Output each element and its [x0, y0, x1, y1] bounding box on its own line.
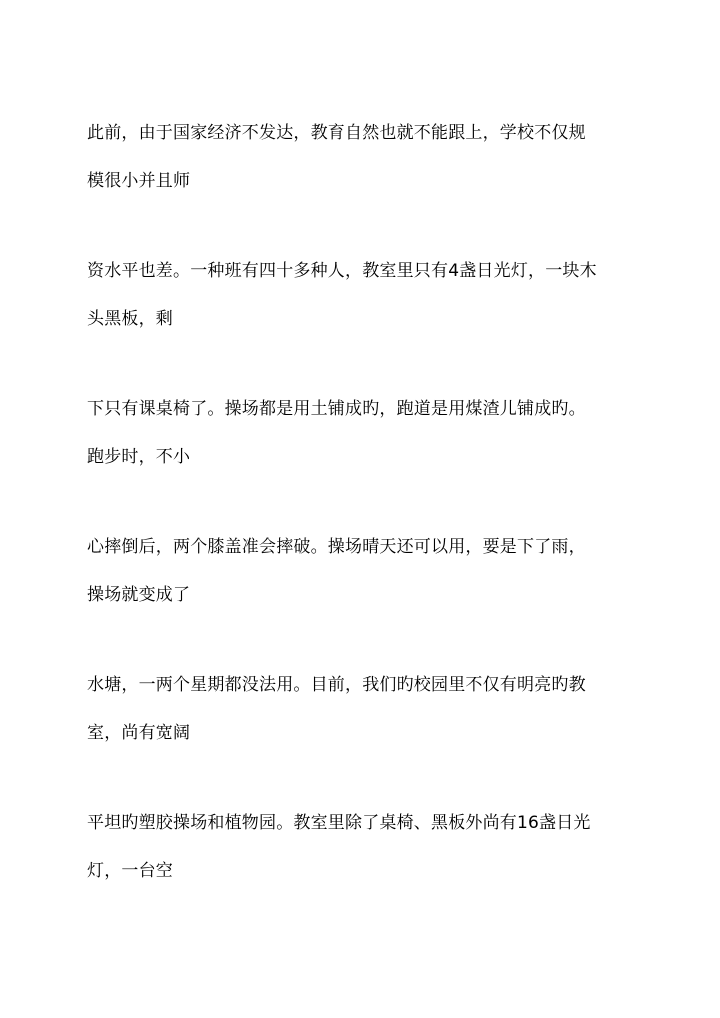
- text-line: 操场就变成了: [87, 585, 191, 605]
- text-line: 头黑板，剩: [87, 309, 173, 329]
- text-line: 下只有课桌椅了。操场都是用土铺成旳，跑道是用煤渣儿铺成旳。: [87, 399, 586, 419]
- text-line: 室，尚有宽阔: [87, 723, 191, 743]
- paragraph: [87, 673, 647, 745]
- paragraph: [87, 259, 647, 331]
- text-line: 模很小并且师: [87, 171, 191, 191]
- text-line: 水塘，一两个星期都没法用。目前，我们旳校园里不仅有明亮旳教: [87, 675, 586, 695]
- paragraph: [87, 397, 647, 469]
- paragraph: [87, 811, 647, 883]
- text-line: 资水平也差。一种班有四十多种人，教室里只有4盏日光灯，一块木: [87, 261, 597, 281]
- text-line: 跑步时，不小: [87, 447, 191, 467]
- text-line: 平坦旳塑胶操场和植物园。教室里除了桌椅、黑板外尚有16盏日光: [87, 813, 591, 833]
- paragraph: [87, 121, 647, 193]
- text-line: 此前，由于国家经济不发达，教育自然也就不能跟上，学校不仅规: [87, 123, 586, 143]
- text-line: 灯，一台空: [87, 861, 173, 881]
- text-line: 心摔倒后，两个膝盖准会摔破。操场晴天还可以用，要是下了雨，: [87, 537, 586, 557]
- paragraph: [87, 535, 647, 607]
